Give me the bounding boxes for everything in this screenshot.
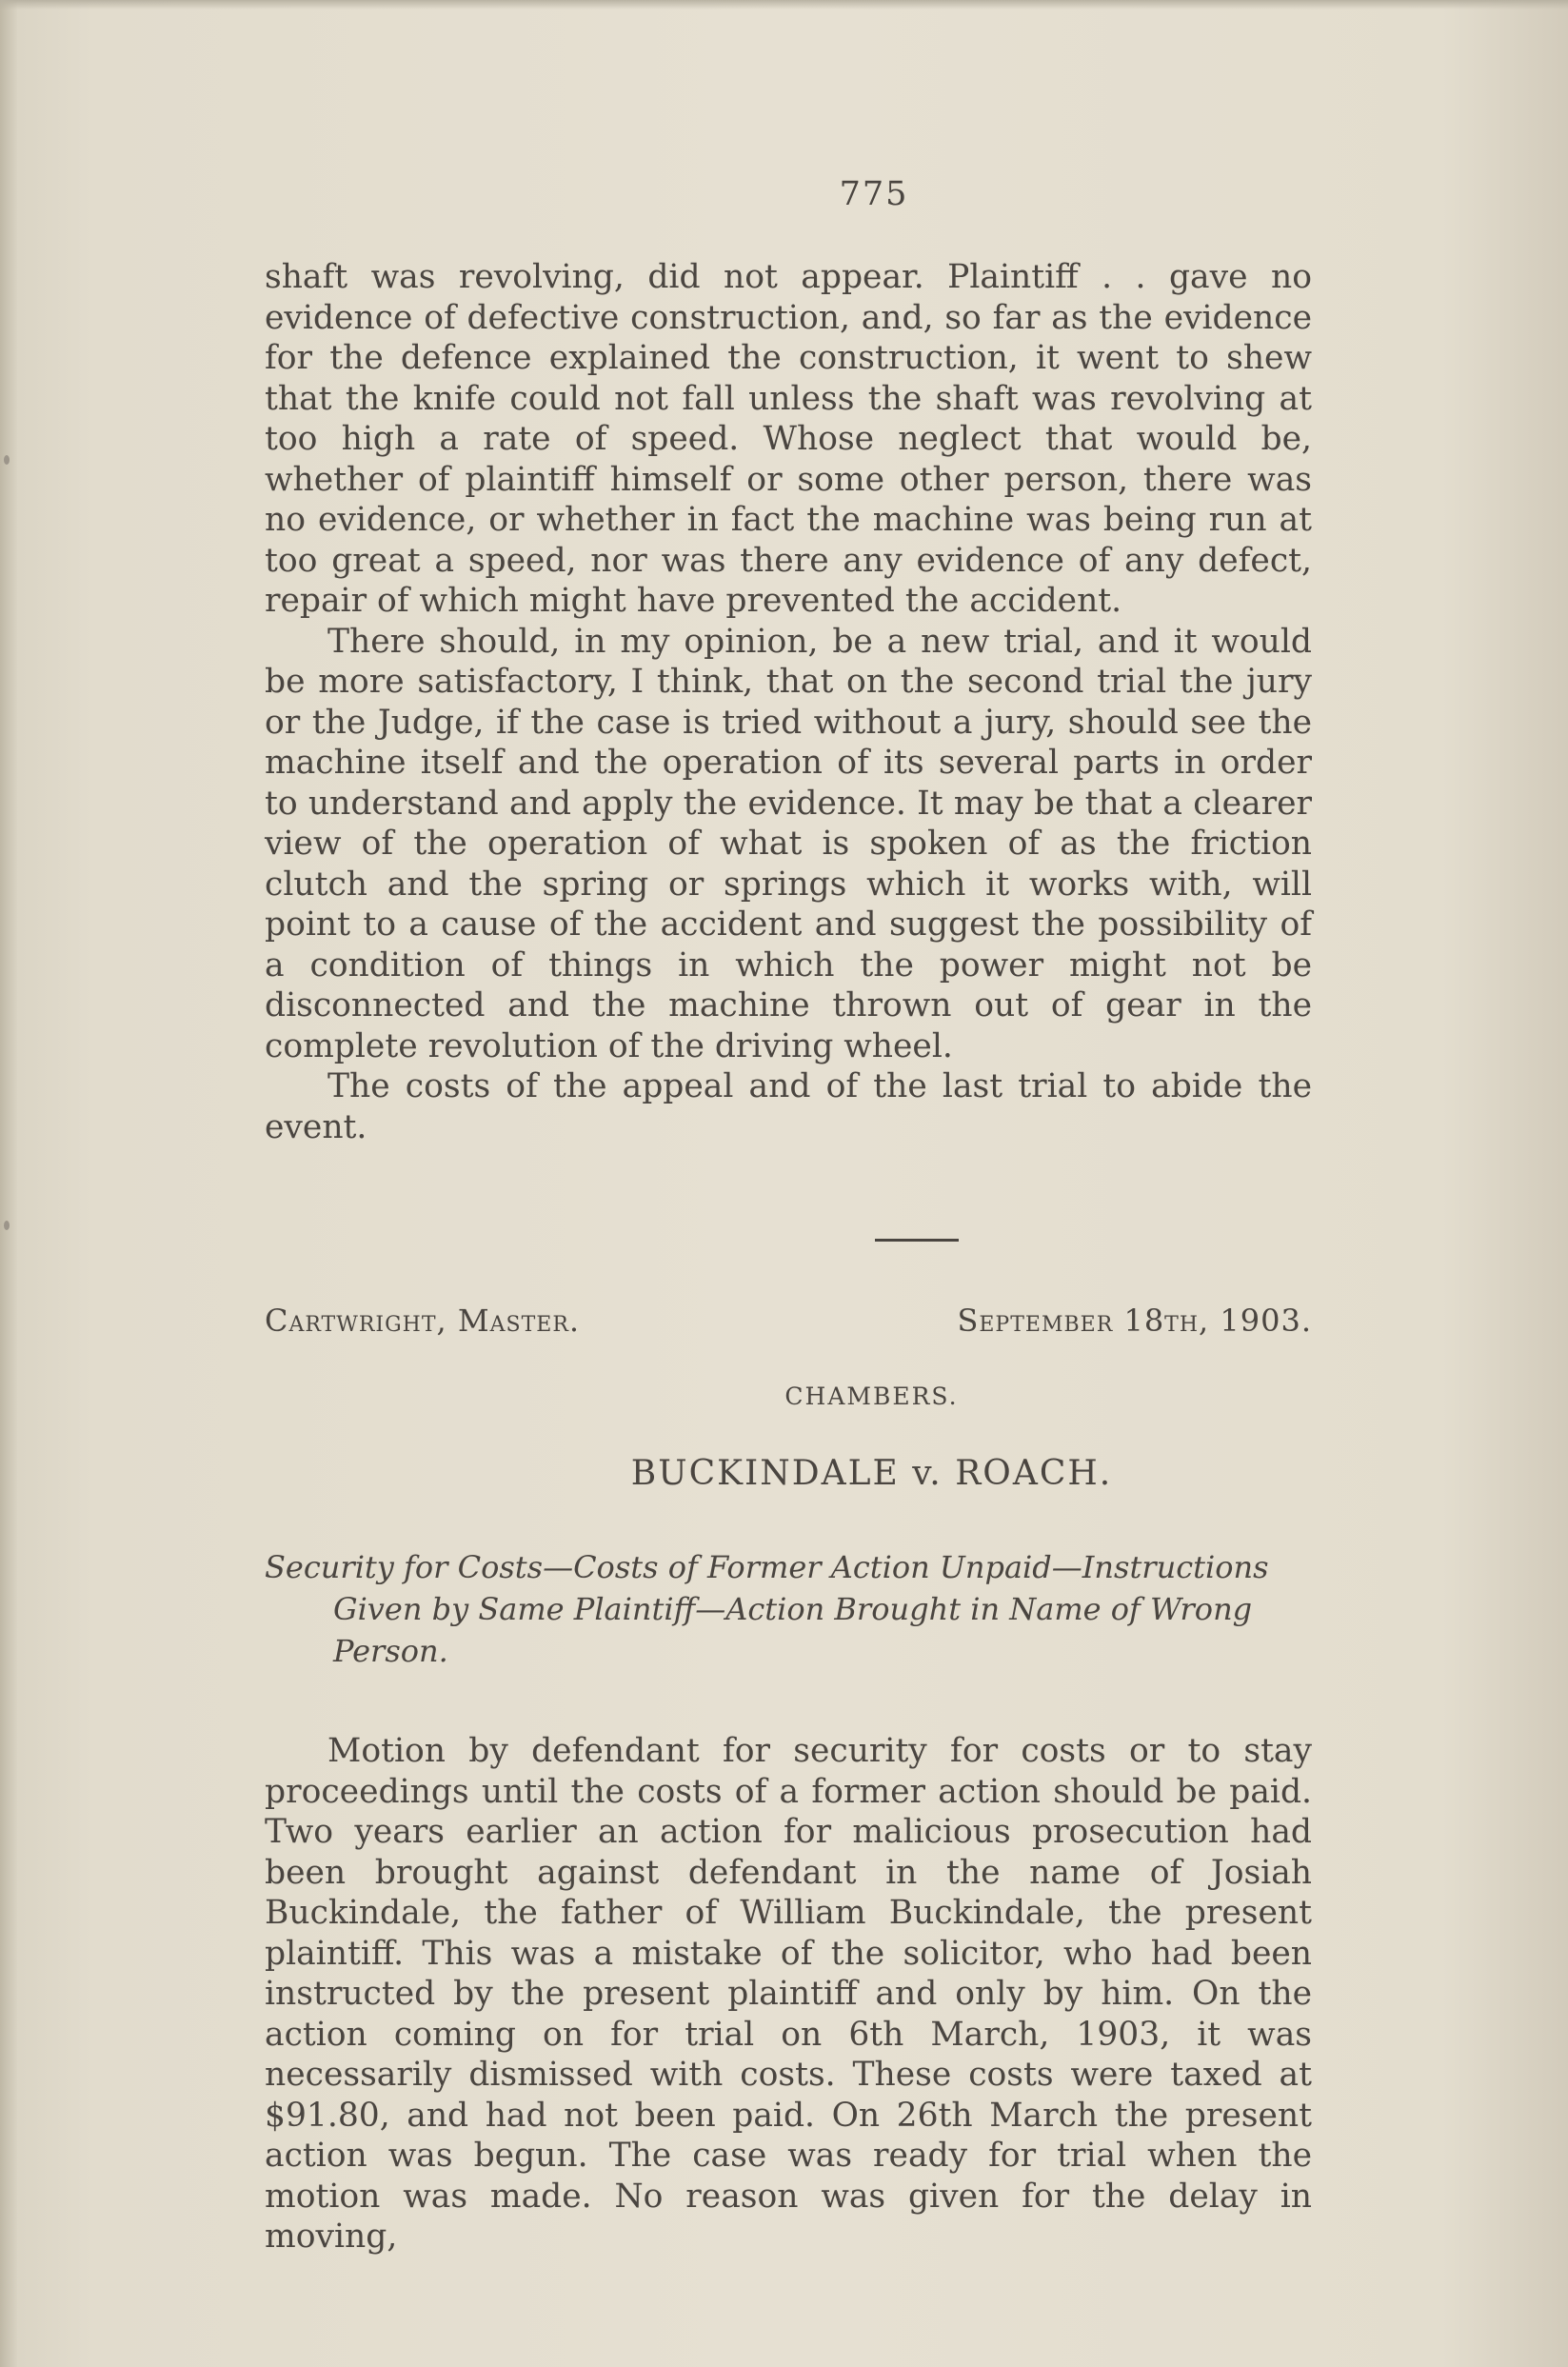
judge-name: Cartwright, Master. (265, 1303, 581, 1339)
page-number: 775 (839, 175, 909, 213)
binding-edge (0, 0, 17, 2367)
case-body: Motion by defendant for security for costs or to stay proceedings until the costs of a former action should be paid. Two years earlier an action for malicious prosecution had been brought against defendant in the name of Josiah Buckindale, the father of William Buckindale, the present plaintiff. This was a mistake of the solicitor, who had been instructed by the present plaintiff and only by him. On the action coming on for trial on 6th March, 1903, it was necessarily dismissed with costs. These costs were taxed at $91.80, and had not been paid. On 26th March the present action was begun. The case was ready for trial when the motion was made. No reason was given for the delay in moving, (265, 1732, 1312, 2256)
paragraph: The costs of the appeal and of the last trial to abide the event. (265, 1067, 1312, 1146)
case-title: BUCKINDALE v. ROACH. (630, 1454, 1113, 1493)
paragraph: shaft was revolving, did not appear. Plaintiff . . gave no evidence of defective construction, and, so far as the evidence for the defence explained the construction, it went to shew that the knife could not fall unless the shaft was revolving at too high a rate of speed. Whose neglect that would be, whether of plaintiff himself or some other person, there was no evidence, or whether in fact the machine was being run at too great a speed, nor was there any evidence of any defect, repair of which might have prevented the accident. (265, 258, 1312, 620)
margin-mark (4, 455, 10, 465)
case-header-line (265, 1303, 1312, 1339)
headnote: Security for Costs—Costs of Former Action Unpaid—Instructions Given by Same Plaintiff—Action Brought in Name of Wrong Person. (265, 1549, 1269, 1669)
margin-mark (4, 1221, 10, 1230)
court-heading: CHAMBERS. (784, 1382, 959, 1410)
page-top-edge (0, 0, 1568, 10)
page-content (265, 175, 1312, 2258)
paragraph: There should, in my opinion, be a new trial, and it would be more satisfactory, I think, that on the second trial the jury or the Judge, if the case is tried without a jury, should see the machine itself and the operation of its several parts in order to understand and apply the evidence. It may be that a clearer view of the operation of what is spoken of as the friction clutch and the spring or springs which it works with, will point to a cause of the accident and suggest the possibility of a condition of things in which the power might not be disconnected and the machine thrown out of gear in the complete revolution of the driving wheel. (265, 622, 1312, 1065)
section-divider (875, 1239, 959, 1242)
judgment-date: September 18th, 1903. (957, 1303, 1312, 1339)
